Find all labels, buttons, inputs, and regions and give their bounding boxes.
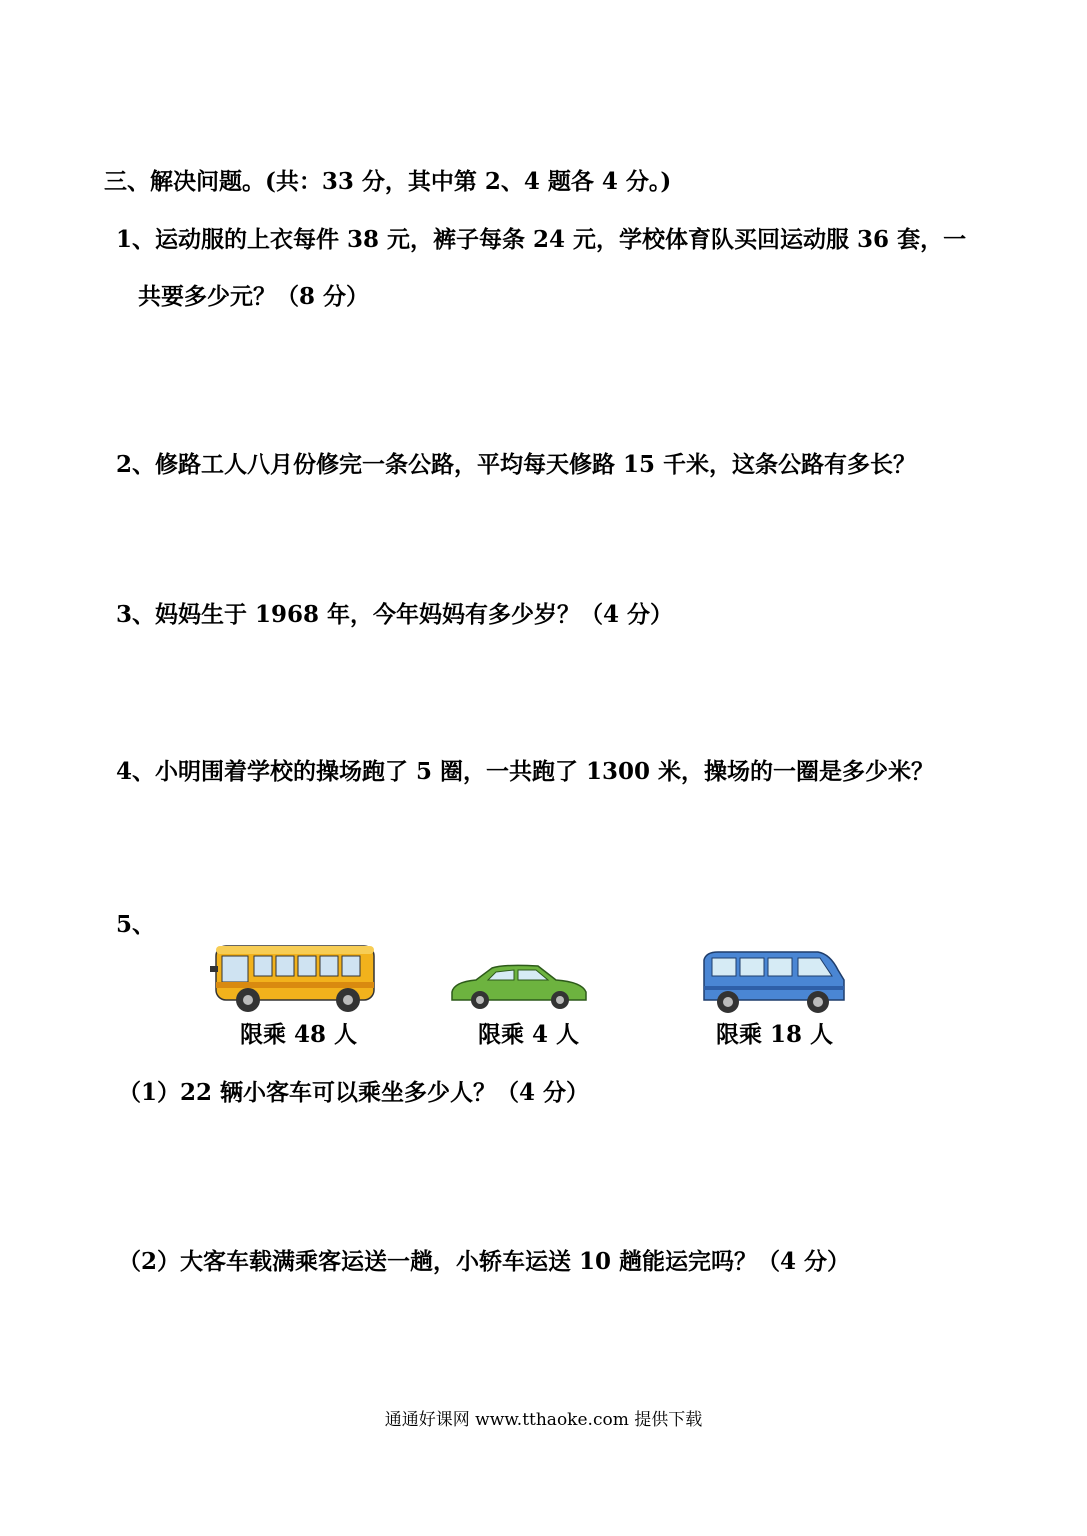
footer-text: 通通好课网 www.tthaoke.com 提供下载 <box>384 1410 703 1430</box>
question-4: 4、小明围着学校的操场跑了 5 圈，一共跑了 1300 米，操场的一圈是多少米？ <box>116 758 935 785</box>
question-5-1: （1）22 辆小客车可以乘坐多少人？（4 分） <box>118 1079 590 1106</box>
question-1-line-1: 1、运动服的上衣每件 38 元，裤子每条 24 元，学校体育队买回运动服 36 套，一 <box>116 226 967 253</box>
van-image <box>698 948 848 1016</box>
car-image <box>448 962 590 1012</box>
question-5-2: （2）大客车载满乘客运送一趟，小轿车运送 10 趟能运完吗？（4 分） <box>118 1248 851 1275</box>
car-caption: 限乘 4 人 <box>478 1021 580 1048</box>
question-5-label: 5、 <box>116 911 156 938</box>
van-caption: 限乘 18 人 <box>716 1021 834 1048</box>
section-heading: 三、解决问题。(共：33 分，其中第 2、4 题各 4 分。) <box>104 168 672 195</box>
question-2: 2、修路工人八月份修完一条公路，平均每天修路 15 千米，这条公路有多长？ <box>116 451 917 478</box>
question-1-line-2: 共要多少元？（8 分） <box>138 283 370 310</box>
question-3: 3、妈妈生于 1968 年，今年妈妈有多少岁？（4 分） <box>116 601 674 628</box>
bus-image <box>208 942 380 1016</box>
bus-caption: 限乘 48 人 <box>240 1021 358 1048</box>
